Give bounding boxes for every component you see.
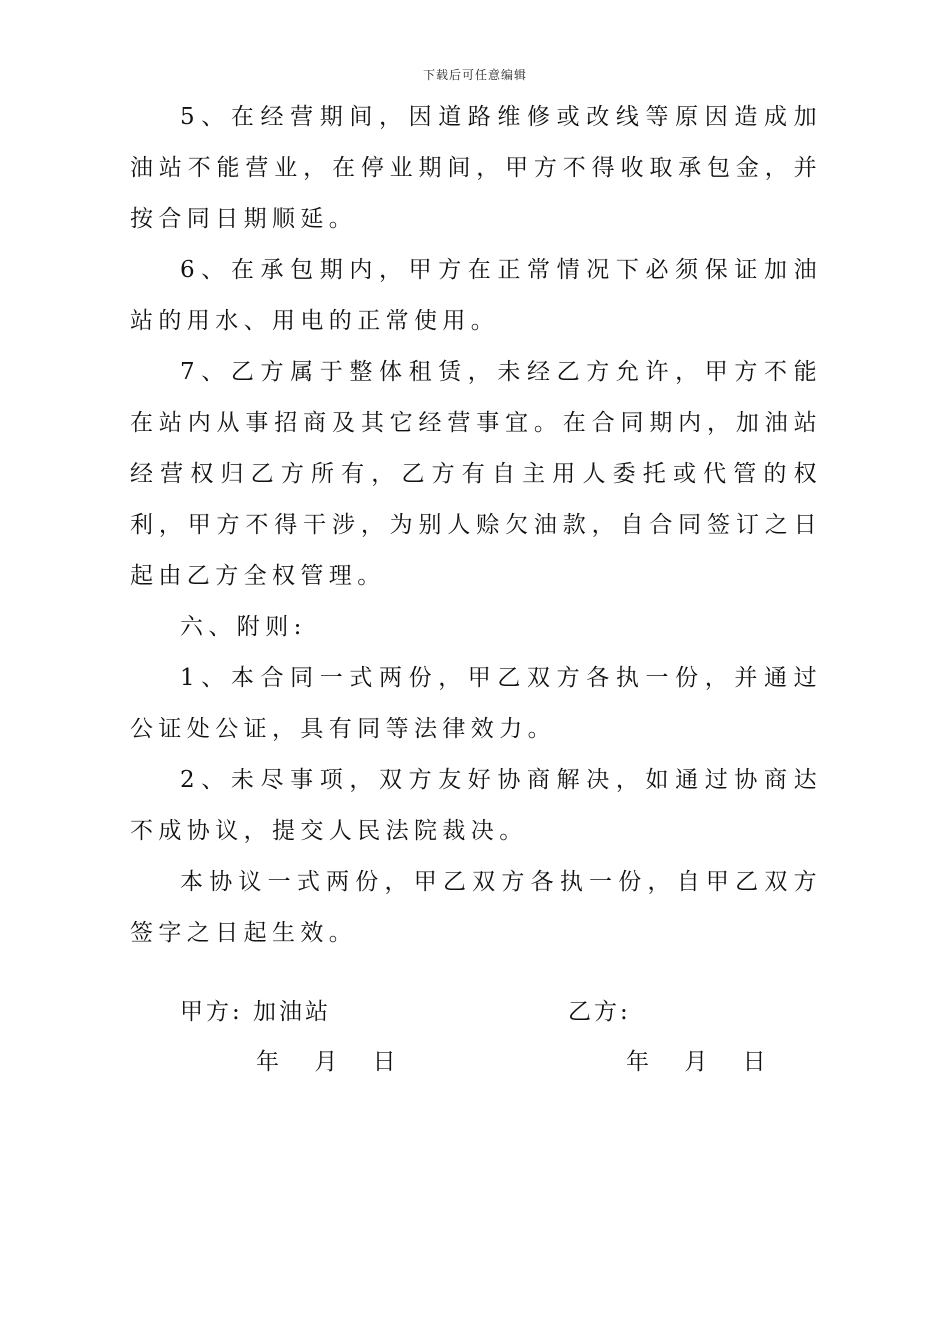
party-a-date: [256, 1043, 399, 1076]
clause-7: 7、乙方属于整体租赁，未经乙方允许，甲方不能在站内从事招商及其它经营事宜。在合同期内，加油站经营权归乙方所有，乙方有自主用人委托或代管的权利，甲方不得干涉，为别人赊欠油款，自合同签订之日起由乙方全权管理。: [130, 359, 822, 589]
party-a-signature-label: 甲方: 加油站: [180, 999, 332, 1025]
effective-clause: 本协议一式两份，甲乙双方各执一份，自甲乙双方签字之日起生效。: [130, 869, 822, 946]
clause-6: 6、在承包期内，甲方在正常情况下必须保证加油站的用水、用电的正常使用。: [130, 257, 822, 334]
contract-body: [130, 92, 822, 959]
appendix-clause-2: 2、未尽事项，双方友好协商解决，如通过协商达不成协议，提交人民法院裁决。: [130, 767, 822, 844]
clause-5: 5、在经营期间，因道路维修或改线等原因造成加油站不能营业，在停业期间，甲方不得收取承包金，并按合同日期顺延。: [130, 104, 822, 232]
date-year-label: 年: [626, 1049, 652, 1075]
party-b-date: [626, 1043, 769, 1076]
party-b-signature-label: 乙方:: [568, 999, 631, 1025]
appendix-clause-1: 1、本合同一式两份，甲乙双方各执一份，并通过公证处公证，具有同等法律效力。: [130, 665, 822, 742]
date-year-label: 年: [256, 1049, 282, 1075]
page-header: 下载后可任意编辑: [422, 68, 527, 82]
date-day-label: 日: [372, 1049, 399, 1075]
date-day-label: 日: [742, 1049, 769, 1075]
date-month-label: 月: [684, 1049, 711, 1075]
date-month-label: 月: [314, 1049, 341, 1075]
section-heading-appendix: 六、附则:: [180, 614, 307, 640]
